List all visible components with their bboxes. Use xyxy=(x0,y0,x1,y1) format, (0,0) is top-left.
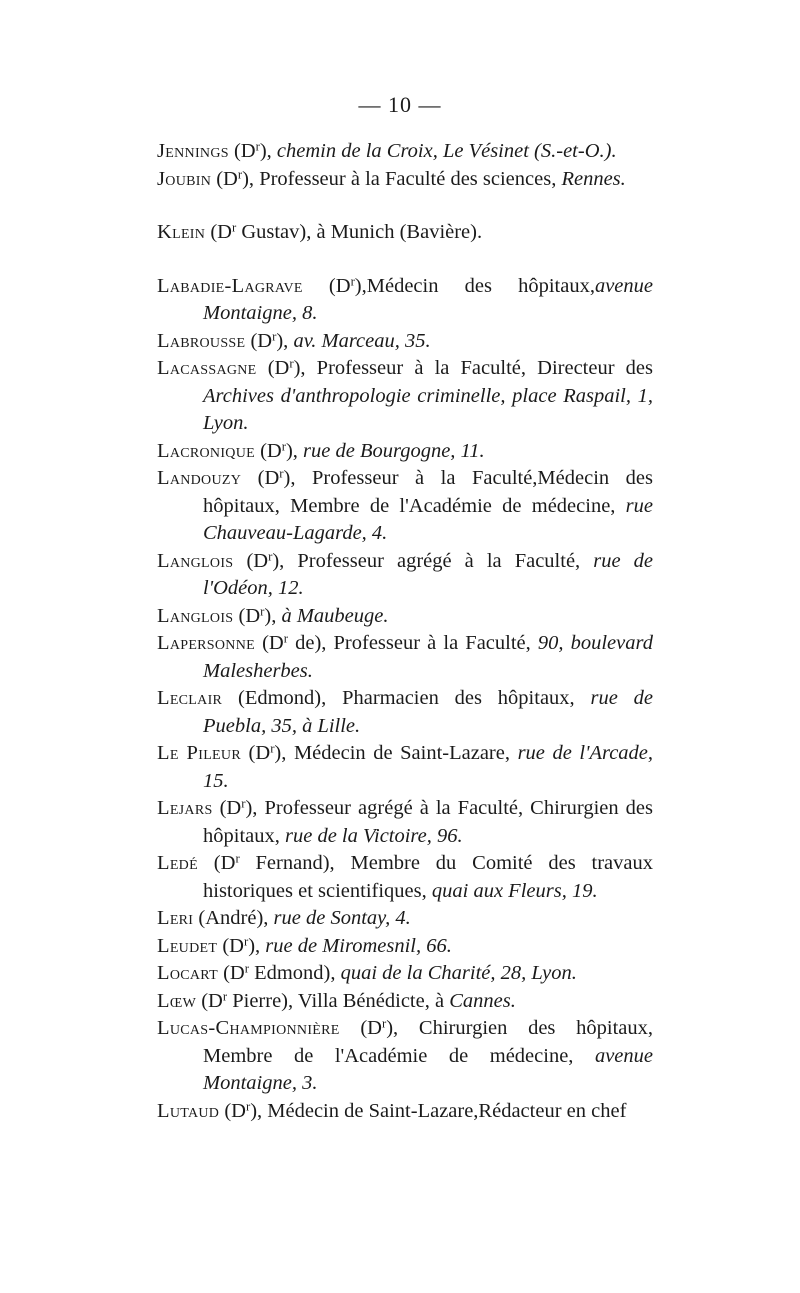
entry-role: à Munich (Bavière). xyxy=(311,221,483,243)
entry-title-open: (D xyxy=(248,742,271,764)
entry-title-open: (D xyxy=(257,467,280,489)
entry-title-superscript: r xyxy=(268,549,273,564)
entry-title xyxy=(268,357,306,379)
entry-address: rue de la Victoire, 96. xyxy=(285,824,463,847)
entry-title xyxy=(249,742,287,764)
entry-title-superscript: r xyxy=(241,796,246,811)
entry-title-open: (D xyxy=(238,604,261,627)
entry-role: Professeur à la Faculté, xyxy=(326,632,538,654)
list-item xyxy=(157,166,653,194)
list-item xyxy=(157,548,653,603)
entry-title xyxy=(210,221,311,243)
entry-title-open: (D xyxy=(210,221,232,243)
entry-name: Klein xyxy=(157,221,206,243)
entry-name: Lacassagne xyxy=(157,357,257,379)
entry-title-close: ), xyxy=(272,549,285,572)
entry-name: Jennings xyxy=(157,140,229,162)
entry-title-close: Pierre), xyxy=(227,989,294,1012)
entry-title-open: (Edmond), xyxy=(238,687,327,709)
entry-address: Cannes. xyxy=(449,989,516,1012)
entry-title-superscript: r xyxy=(231,220,237,235)
entry-title-superscript: r xyxy=(279,466,284,481)
list-item xyxy=(157,219,653,247)
entry-title-open: (D xyxy=(250,329,273,352)
entry-title-superscript: r xyxy=(235,851,240,866)
list-item xyxy=(157,850,653,905)
entry-name: Lapersonne xyxy=(157,632,255,654)
entry-title-close: Edmond), xyxy=(248,962,336,984)
entry-title xyxy=(234,140,272,162)
entry-name: Lucas-Championnière xyxy=(157,1017,340,1039)
entry-title-open: (D xyxy=(219,797,242,819)
entry-title-close: ), xyxy=(283,467,296,489)
list-item xyxy=(157,465,653,548)
entry-address: rue de Sontay, 4. xyxy=(273,907,411,929)
list-item xyxy=(157,795,653,850)
entry-title xyxy=(201,990,293,1012)
entry-title-superscript: r xyxy=(244,961,249,976)
directory-entries xyxy=(157,138,653,1125)
list-item xyxy=(157,328,653,356)
entry-title-close: Gustav), xyxy=(236,221,312,243)
list-item xyxy=(157,355,653,438)
entry-address: avenue Montaigne, 8. xyxy=(203,274,653,324)
entry-title xyxy=(246,550,284,572)
entry-title-superscript: r xyxy=(283,631,288,646)
entry-title-superscript: r xyxy=(272,329,277,344)
entry-title-open: (D xyxy=(216,167,238,190)
entry-address: Archives d'anthropologie criminelle, place Raspail, 1, Lyon. xyxy=(203,384,653,434)
entry-address: 90, boulevard Malesherbes. xyxy=(203,632,653,682)
entry-role: Professeur agrégé à la Faculté, Chirurgien des hôpitaux, xyxy=(203,797,653,847)
entry-name: Langlois xyxy=(157,549,234,572)
entry-title-superscript: r xyxy=(222,989,228,1004)
entry-title-close: ), xyxy=(248,934,261,957)
entry-name: Locart xyxy=(157,962,218,984)
entry-name: Leri xyxy=(157,907,194,929)
entry-name: Ledé xyxy=(157,852,198,874)
list-item xyxy=(157,740,653,795)
entry-name: Labadie-Lagrave xyxy=(157,274,303,297)
entry-address: à Maubeuge. xyxy=(281,604,389,627)
entry-title xyxy=(239,605,277,627)
entry-address: rue de Puebla, 35, à Lille. xyxy=(203,687,653,737)
entry-title-superscript: r xyxy=(243,934,249,949)
entry-address: chemin de la Croix, Le Vésinet (S.-et-O.). xyxy=(276,140,617,162)
entry-title-close: ), xyxy=(274,742,287,764)
entry-name: Lacronique xyxy=(157,439,255,462)
entry-title-superscript: r xyxy=(350,274,355,289)
entry-role: Professeur agrégé à la Faculté, xyxy=(284,549,594,572)
entry-role: Professeur à la Faculté,Médecin des hôpitaux, Membre de l'Académie de médecine, xyxy=(203,467,653,517)
list-item xyxy=(157,905,653,933)
entry-title-close: ), xyxy=(293,357,306,379)
entry-title-open: (D xyxy=(222,934,244,957)
entry-address: Rennes. xyxy=(561,167,626,190)
entry-address: quai de la Charité, 28, Lyon. xyxy=(340,962,577,984)
entry-title-open: (D xyxy=(262,632,284,654)
entry-title-superscript: r xyxy=(260,604,265,619)
entry-title-close: ), xyxy=(386,1017,399,1039)
entry-role: Membre du Comité des travaux historiques et scientifiques, xyxy=(203,852,654,902)
entry-role: Médecin de Saint-Lazare, xyxy=(286,742,518,764)
entry-title-open: (D xyxy=(260,439,282,462)
entry-title xyxy=(262,632,326,654)
list-item xyxy=(157,1098,653,1126)
entry-title-close: ), xyxy=(245,797,258,819)
entry-name: Lutaud xyxy=(157,1099,220,1122)
entry-title xyxy=(360,1017,398,1039)
entry-address: rue de l'Arcade, 15. xyxy=(203,742,654,792)
entry-title xyxy=(224,1100,262,1122)
entry-title-open: (D xyxy=(360,1017,382,1039)
entry-role: Médecin de Saint-Lazare,Rédacteur en chef xyxy=(262,1099,627,1122)
entry-title-close: ), xyxy=(259,140,272,162)
entry-name: Lœw xyxy=(157,989,197,1012)
entry-title-open: (D xyxy=(201,989,223,1012)
entry-title-open: (D xyxy=(246,549,269,572)
entry-title-superscript: r xyxy=(270,741,275,756)
entry-title xyxy=(216,168,254,190)
entry-title-open: (D xyxy=(328,274,351,297)
entry-address: av. Marceau, 35. xyxy=(293,329,431,352)
entry-name: Labrousse xyxy=(157,329,246,352)
entry-title-open: (D xyxy=(213,852,236,874)
entry-role: Professeur à la Faculté des sciences, xyxy=(254,167,562,190)
entry-title-open: (D xyxy=(224,1099,246,1122)
list-item xyxy=(157,685,653,740)
entry-title-close: ), xyxy=(276,329,289,352)
entry-address: rue Chauveau-Lagarde, 4. xyxy=(203,494,653,544)
entry-title xyxy=(223,962,335,984)
list-item xyxy=(157,273,653,328)
entry-name: Le Pileur xyxy=(157,742,241,764)
entry-title-open: (D xyxy=(233,140,256,162)
list-item xyxy=(157,603,653,631)
list-item xyxy=(157,960,653,988)
entry-title xyxy=(329,275,367,297)
entry-title xyxy=(250,330,288,352)
entry-title-superscript: r xyxy=(245,1099,251,1114)
entry-title-superscript: r xyxy=(281,439,286,454)
entry-title-close: ), xyxy=(264,604,277,627)
entry-name: Langlois xyxy=(157,604,234,627)
entry-title-close: ), xyxy=(354,274,367,297)
entry-role: Chirurgien des hôpitaux, Membre de l'Académie de médecine, xyxy=(203,1017,654,1067)
entry-role: Professeur à la Faculté, Directeur des xyxy=(305,357,654,379)
list-item xyxy=(157,138,653,166)
list-item xyxy=(157,933,653,961)
entry-role: Pharmacien des hôpitaux, xyxy=(326,687,591,709)
entry-address: rue de l'Odéon, 12. xyxy=(203,549,653,599)
entry-title-superscript: r xyxy=(255,139,260,154)
entry-title-close: ), xyxy=(242,167,255,190)
entry-title-open: (D xyxy=(267,357,290,379)
entry-title-superscript: r xyxy=(289,356,294,371)
entry-address: rue de Miromesnil, 66. xyxy=(265,934,452,957)
page-number: — 10 — xyxy=(358,92,442,117)
entry-title-open: (André), xyxy=(198,907,269,929)
list-item xyxy=(157,988,653,1016)
entry-title-open: (D xyxy=(223,962,245,984)
list-item xyxy=(157,630,653,685)
entry-name: Leudet xyxy=(157,934,218,957)
entry-role: Médecin des hôpitaux, xyxy=(366,274,595,297)
entry-title xyxy=(238,687,326,709)
entry-title-close: ), xyxy=(250,1099,263,1122)
entry-title-close: ), xyxy=(285,439,298,462)
entry-title xyxy=(260,440,298,462)
list-item xyxy=(157,438,653,466)
entry-name: Joubin xyxy=(157,167,212,190)
entry-title-close: de), xyxy=(287,632,327,654)
entry-name: Landouzy xyxy=(157,467,242,489)
entry-role: Villa Bénédicte, à xyxy=(293,989,450,1012)
entry-title xyxy=(222,935,260,957)
entry-title-close: Fernand), xyxy=(239,852,335,874)
entry-name: Leclair xyxy=(157,687,223,709)
entry-name: Lejars xyxy=(157,797,213,819)
entry-address: rue de Bourgogne, 11. xyxy=(303,439,485,462)
entry-title xyxy=(214,852,335,874)
entry-title xyxy=(220,797,258,819)
entry-address: quai aux Fleurs, 19. xyxy=(431,879,598,902)
entry-title xyxy=(258,467,296,489)
entry-address: avenue Montaigne, 3. xyxy=(203,1044,653,1094)
entry-title-superscript: r xyxy=(237,167,243,182)
list-item xyxy=(157,1015,653,1098)
entry-title-superscript: r xyxy=(382,1016,387,1031)
entry-title xyxy=(198,907,268,929)
